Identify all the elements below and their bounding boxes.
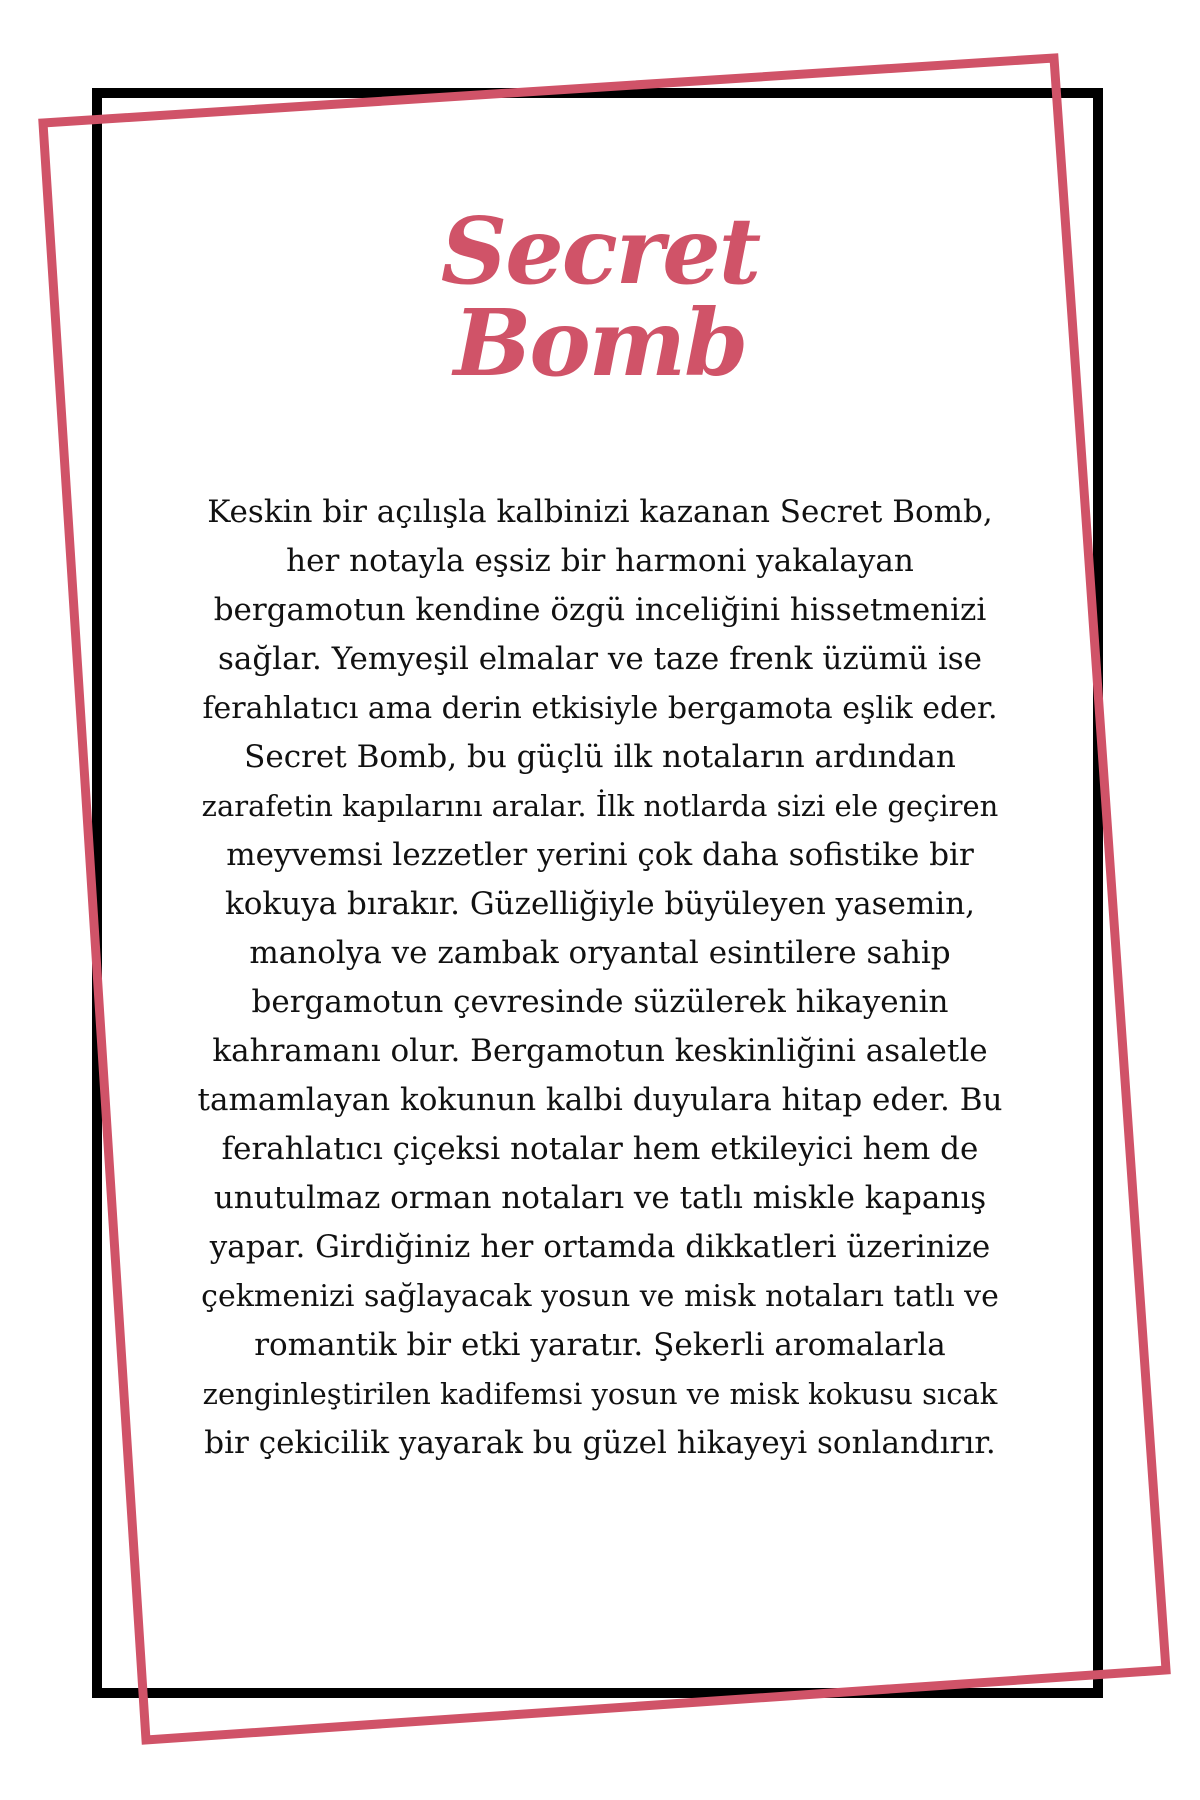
text-line: tamamlayan kokunun kalbi duyulara hitap eder. Bu: [197, 1082, 1003, 1118]
text-line: her notayla eşsiz bir harmoni yakalayan: [286, 543, 914, 579]
text-line: kahramanı olur. Bergamotun keskinliğini asaletle: [212, 1033, 988, 1069]
title-line-2: Bomb: [453, 289, 747, 397]
text-line: manolya ve zambak oryantal esintilere sahip: [249, 935, 951, 971]
text-line: bergamotun çevresinde süzülerek hikayenin: [251, 984, 949, 1020]
text-line: Secret Bomb, bu güçlü ilk notaların ardından: [244, 739, 956, 775]
text-line: kokuya bırakır. Güzelliğiyle büyüleyen yasemin,: [224, 886, 976, 922]
text-line: bir çekicilik yayarak bu güzel hikayeyi sonlandırır.: [204, 1425, 996, 1461]
text-line: zarafetin kapılarını aralar. İlk notlarda sizi ele geçiren: [201, 789, 999, 823]
text-line: Keskin bir açılışla kalbinizi kazanan Secret Bomb,: [207, 494, 993, 530]
text-line: bergamotun kendine özgü inceliğini hissetmenizi: [213, 592, 987, 628]
title-line-1: Secret: [440, 197, 760, 305]
text-line: çekmenizi sağlayacak yosun ve misk notaları tatlı ve: [201, 1279, 999, 1314]
text-line: meyvemsi lezzetler yerini çok daha sofistike bir: [226, 837, 974, 873]
text-line: ferahlatıcı ama derin etkisiyle bergamota eşlik eder.: [202, 691, 998, 726]
text-line: sağlar. Yemyeşil elmalar ve taze frenk üzümü ise: [218, 641, 982, 677]
text-line: zenginleştirilen kadifemsi yosun ve misk kokusu sıcak: [202, 1377, 998, 1411]
description-paragraph: [195, 488, 1005, 1468]
text-line: romantik bir etki yaratır. Şekerli aromalarla: [254, 1327, 946, 1363]
text-line: unutulmaz orman notaları ve tatlı miskle kapanış: [213, 1180, 987, 1216]
text-line: ferahlatıcı çiçeksi notalar hem etkileyici hem de: [221, 1131, 979, 1167]
text-line: yapar. Girdiğiniz her ortamda dikkatleri üzerinize: [209, 1229, 991, 1265]
page-title: [0, 197, 1200, 397]
